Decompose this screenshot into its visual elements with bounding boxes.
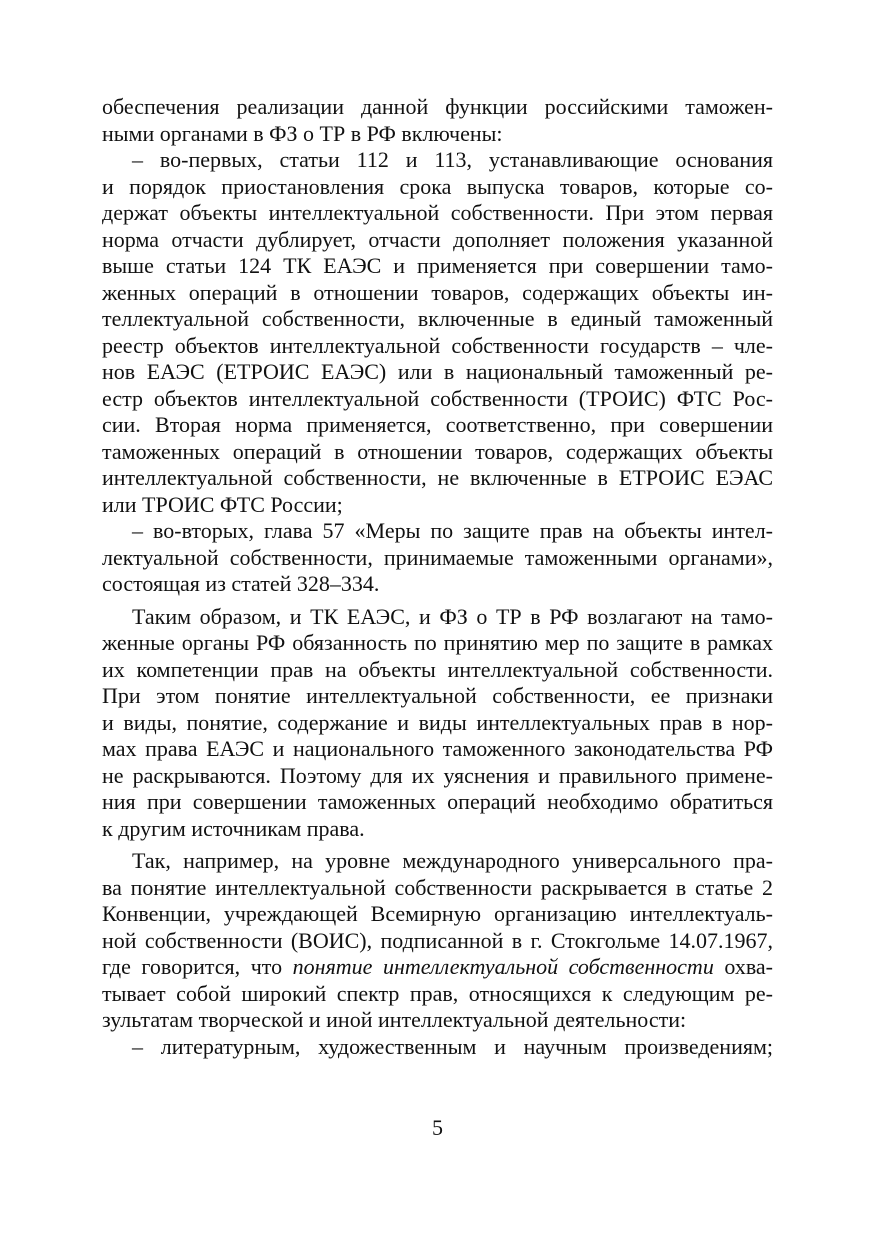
text-line: состоящая из статей 328–334. [102,571,380,596]
text-line: ными органами в ФЗ о ТР в РФ включены: [102,120,503,146]
text-line: – во-вторых, глава 57 «Меры по защите прав на объекты интел- [132,518,773,543]
text-line: их компетенции прав на объекты интеллектуальной собственности. [102,656,773,682]
text-line: теллектуальной собственности, включенные в единый таможенный [102,306,773,331]
text-line: нов ЕАЭС (ЕТРОИС ЕАЭС) или в национальный таможенный ре- [102,359,773,384]
text-line: – во-первых, статьи 112 и 113, устанавливающие основания [132,147,773,172]
text-line: интеллектуальной собственности, не включенные в ЕТРОИС ЕЭАС [102,465,773,490]
text-line: Таким образом, и ТК ЕАЭС, и ФЗ о ТР в РФ возлагают на тамо- [132,603,773,629]
text-line: обеспечения реализации данной функции российскими таможен- [102,94,773,119]
text-line: Так, например, на уровне международного универсального пра- [132,848,773,873]
text-line: сии. Вторая норма применяется, соответственно, при совершении [102,412,773,437]
text-line: или ТРОИС ФТС России; [102,491,343,517]
text-line: ной собственности (ВОИС), подписанной в г. Стокгольме 14.07.1967, [102,927,773,953]
text-line: к другим источникам права. [102,815,365,841]
text-line: выше статьи 124 ТК ЕАЭС и применяется при совершении тамо- [102,253,773,278]
text-line [102,954,773,981]
text-line: тывает собой широкий спектр прав, относящихся к следующим ре- [102,980,773,1006]
text-line: ва понятие интеллектуальной собственности раскрывается в статье 2 [102,874,773,900]
text-line: лектуальной собственности, принимаемые таможенными органами», [102,544,773,570]
text-line: держат объекты интеллектуальной собственности. При этом первая [102,200,773,225]
text-line: норма отчасти дублирует, отчасти дополняет положения указанной [102,226,773,252]
page-number: 5 [432,1115,443,1140]
italic-term: понятие интеллектуальной собственности [292,954,714,979]
text-line: женные органы РФ обязанность по принятию мер по защите в рамках [102,630,773,655]
text-run: охва- [713,954,774,979]
text-line: При этом понятие интеллектуальной собственности, ее признаки [102,683,773,708]
text-line: женных операций в отношении товаров, содержащих объекты ин- [102,279,773,305]
text-line: и порядок приостановления срока выпуска товаров, которые со- [102,173,773,199]
text-line: зультатам творческой и иной интеллектуальной деятельности: [102,1007,687,1032]
text-line: не раскрываются. Поэтому для их уяснения и правильного примене- [102,762,773,788]
text-run: где говорится, что [102,954,293,979]
text-line: естр объектов интеллектуальной собственности (ТРОИС) ФТС Рос- [102,385,773,411]
text-line: – литературным, художественным и научным произведениям; [132,1033,773,1059]
text-line: и виды, понятие, содержание и виды интеллектуальных прав в нор- [102,709,773,735]
text-line: мах права ЕАЭС и национального таможенного законодательства РФ [102,736,773,761]
body-text [102,94,773,1060]
text-line: ния при совершении таможенных операций необходимо обратиться [102,789,773,814]
text-line: таможенных операций в отношении товаров, содержащих объекты [102,438,773,464]
text-line: реестр объектов интеллектуальной собственности государств – чле- [102,332,773,358]
text-line: Конвенции, учреждающей Всемирную организацию интеллектуаль- [102,901,773,926]
